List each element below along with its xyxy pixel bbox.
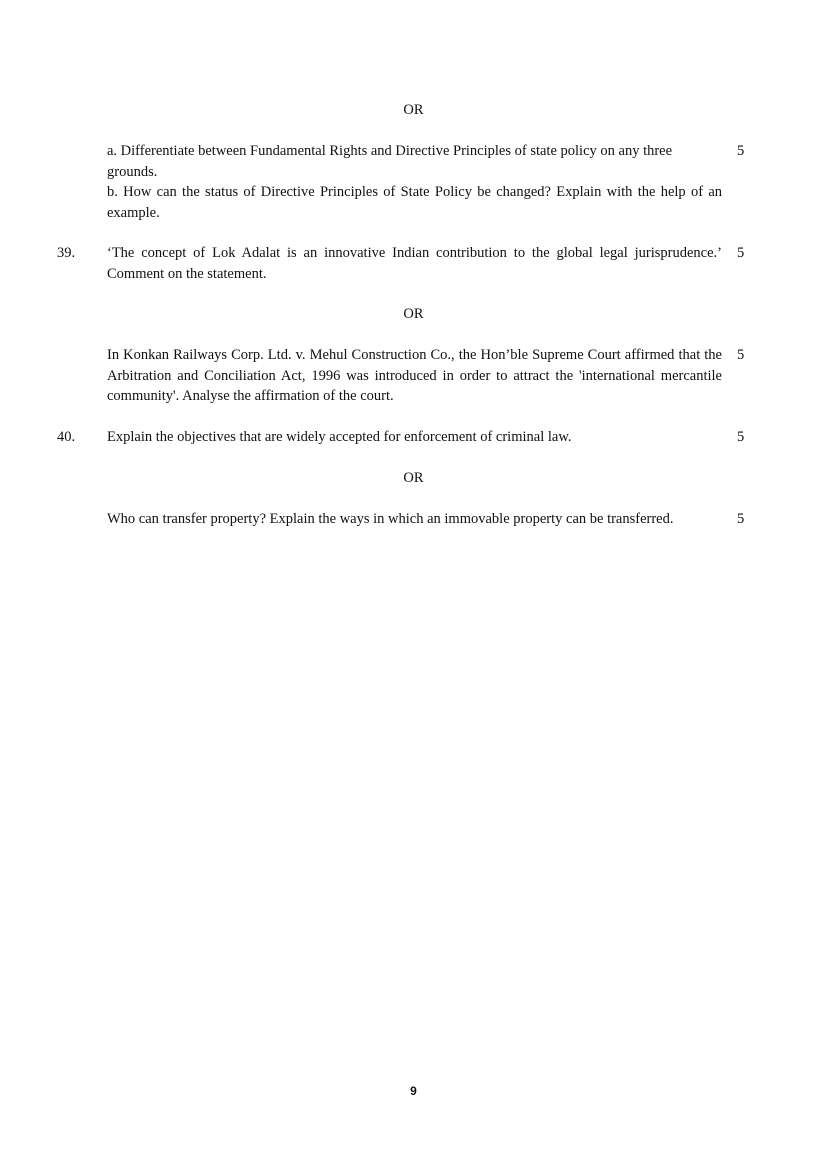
question-39-marks: 5 [737, 245, 745, 261]
question-38-alt-part-a: a. Differentiate between Fundamental Rights and Directive Principles of state policy on any three grounds. [107, 143, 673, 180]
question-40-marks: 5 [737, 429, 745, 445]
question-39-number: 39. [57, 245, 76, 261]
page-number: 9 [410, 1084, 417, 1098]
or-separator: OR [403, 470, 424, 486]
question-40-alt-text: Who can transfer property? Explain the ways in which an immovable property can be transferred. [107, 511, 674, 527]
question-38-alt-part-b: b. How can the status of Directive Principles of State Policy be changed? Explain with the help of an example. [107, 184, 722, 221]
or-separator: OR [403, 306, 424, 322]
question-39-alt-text: In Konkan Railways Corp. Ltd. v. Mehul Construction Co., the Hon’ble Supreme Court affirmed that the Arbitration and Conciliation Act, 1996 was introduced in order to attract the 'international mercantile community'. Analyse the affirmation of the court. [107, 347, 722, 404]
question-40-text: Explain the objectives that are widely accepted for enforcement of criminal law. [107, 429, 572, 445]
or-separator: OR [403, 102, 424, 118]
question-40-alt-marks: 5 [737, 511, 745, 527]
question-39-alt-marks: 5 [737, 347, 745, 363]
question-38-alt-marks: 5 [737, 143, 745, 159]
question-39-text: ‘The concept of Lok Adalat is an innovative Indian contribution to the global legal jurisprudence.’ Comment on the statement. [107, 245, 722, 282]
question-40-number: 40. [57, 429, 76, 445]
